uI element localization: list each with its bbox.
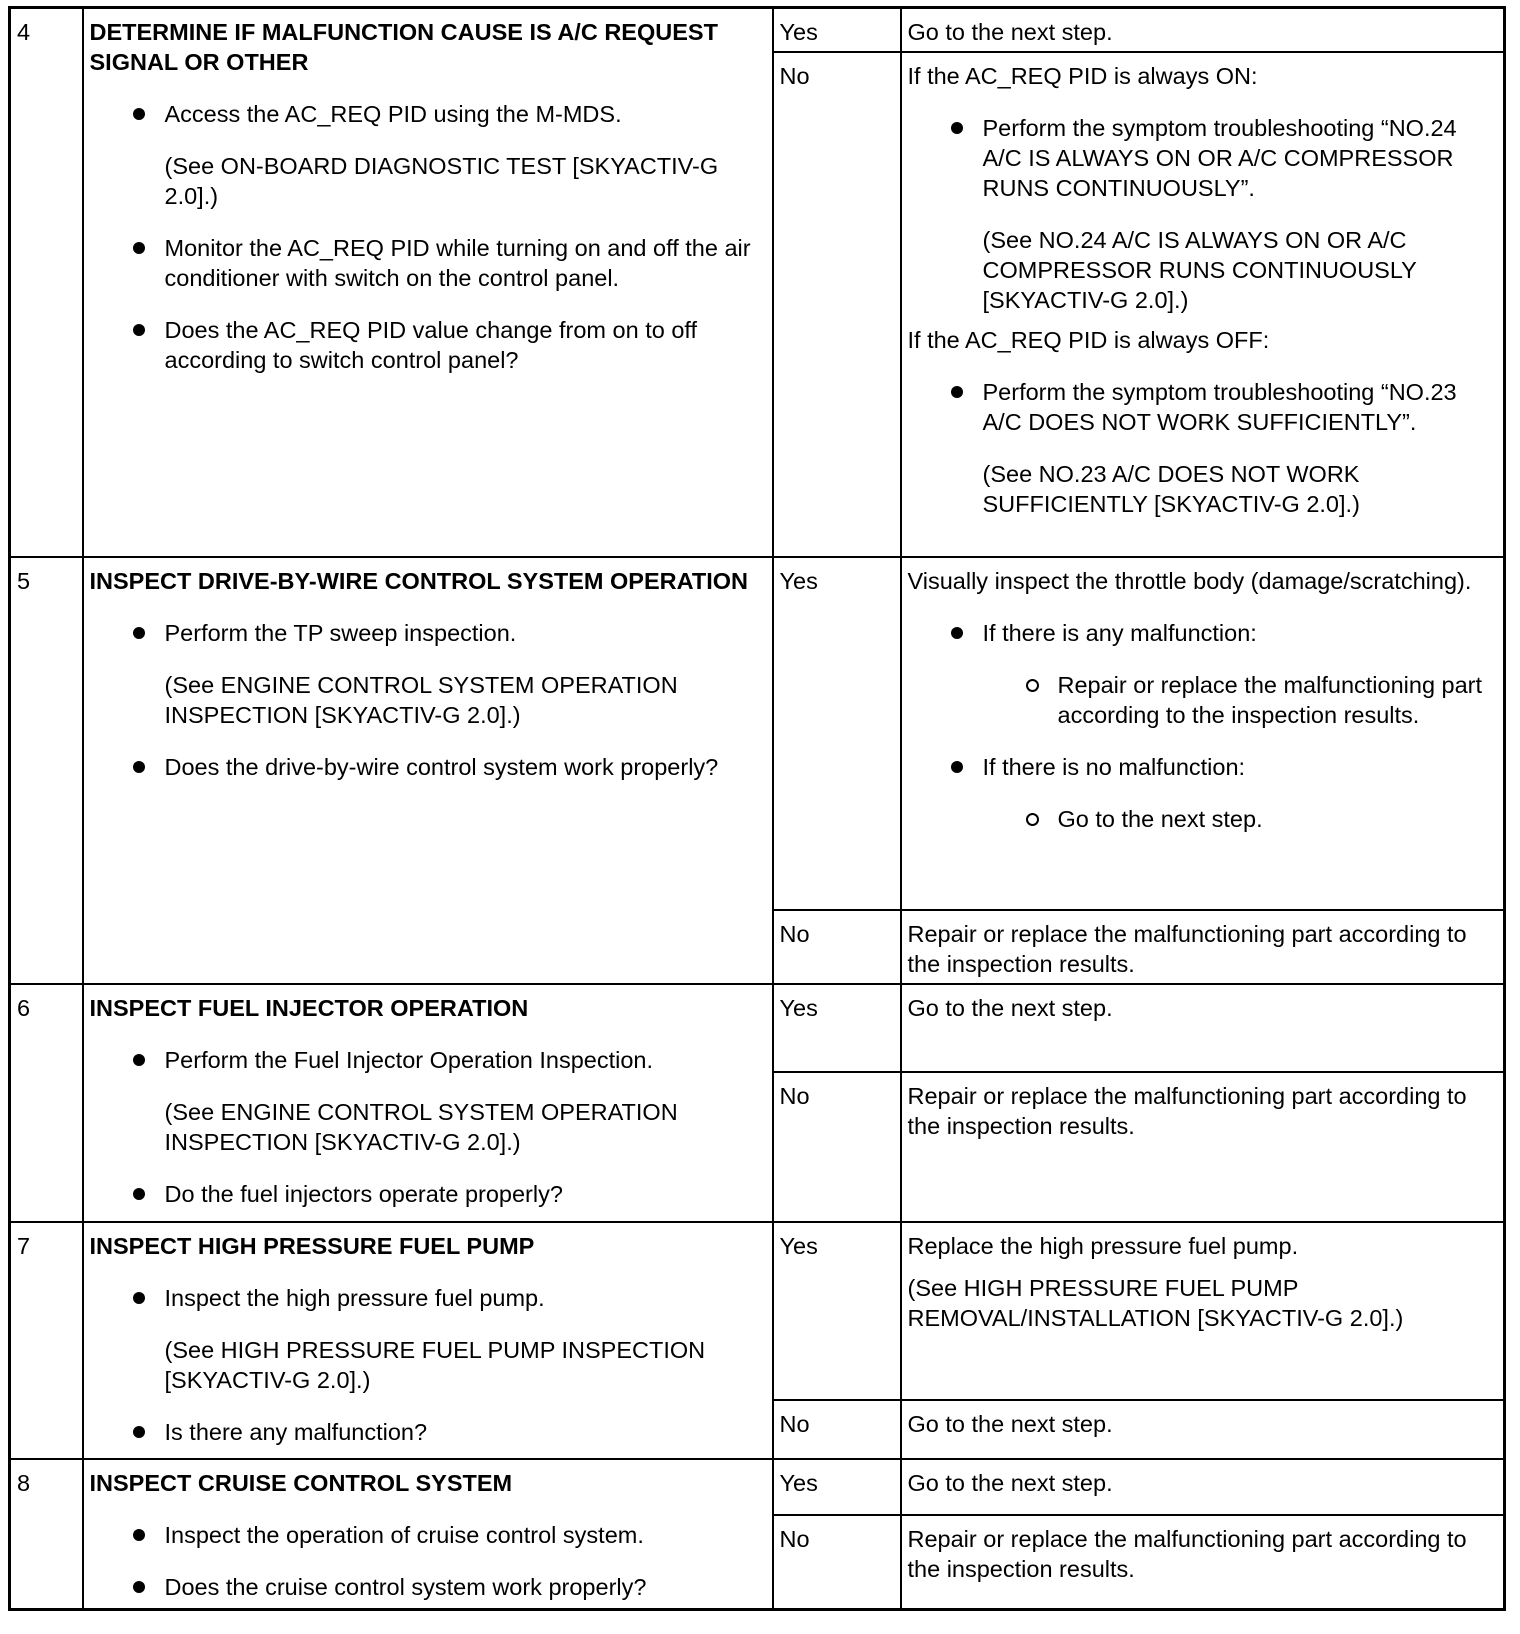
list-item: Monitor the AC_REQ PID while turning on and off the air conditioner with switch on the control panel. — [165, 233, 766, 293]
step-number: 4 — [10, 8, 83, 558]
action-text: If the AC_REQ PID is always ON: — [907, 63, 1258, 89]
bullet-text: If there is no malfunction: — [982, 754, 1246, 780]
step-procedure — [83, 1459, 773, 1609]
list-item: Does the drive-by-wire control system work properly? — [165, 752, 766, 782]
action-yes — [901, 557, 1505, 910]
list-item — [983, 752, 1498, 834]
bullet-text: Perform the TP sweep inspection. — [164, 620, 517, 646]
list-item — [165, 618, 766, 730]
answer-no: No — [773, 910, 901, 984]
action-no: Repair or replace the malfunctioning part according to the inspection results. — [901, 910, 1505, 984]
step-title: DETERMINE IF MALFUNCTION CAUSE IS A/C REQUEST SIGNAL OR OTHER — [89, 19, 718, 75]
answer-no: No — [773, 1515, 901, 1609]
troubleshooting-table — [8, 6, 1506, 1611]
action-yes: Go to the next step. — [901, 984, 1505, 1072]
list-item: Does the cruise control system work properly? — [165, 1572, 766, 1602]
bullet-text: Perform the symptom troubleshooting “NO.24 A/C IS ALWAYS ON OR A/C COMPRESSOR RUNS CONTINUOUSLY”. — [982, 115, 1457, 201]
action-yes: Go to the next step. — [901, 1459, 1505, 1515]
table-row — [10, 8, 1505, 53]
step-number: 6 — [10, 984, 83, 1222]
step-number: 7 — [10, 1222, 83, 1459]
list-item — [983, 618, 1498, 730]
answer-no: No — [773, 1072, 901, 1222]
list-item: Does the AC_REQ PID value change from on to off according to switch control panel? — [165, 315, 766, 375]
action-list — [908, 113, 1498, 315]
action-text: If the AC_REQ PID is always OFF: — [907, 327, 1270, 353]
action-yes — [901, 1222, 1505, 1400]
list-item: Repair or replace the malfunctioning part according to the inspection results. — [1058, 670, 1498, 730]
procedure-list — [90, 618, 766, 782]
list-item — [165, 99, 766, 211]
reference-note: (See ENGINE CONTROL SYSTEM OPERATION INSPECTION [SKYACTIV-G 2.0].) — [164, 672, 678, 728]
action-list — [908, 377, 1498, 519]
list-item — [165, 1045, 766, 1157]
action-yes: Go to the next step. — [901, 8, 1505, 53]
answer-yes: Yes — [773, 8, 901, 53]
answer-yes: Yes — [773, 1222, 901, 1400]
step-procedure — [83, 984, 773, 1222]
step-title: INSPECT FUEL INJECTOR OPERATION — [89, 995, 529, 1021]
step-title: INSPECT DRIVE-BY-WIRE CONTROL SYSTEM OPERATION — [89, 568, 748, 594]
step-title: INSPECT HIGH PRESSURE FUEL PUMP — [89, 1233, 535, 1259]
step-title: INSPECT CRUISE CONTROL SYSTEM — [89, 1470, 513, 1496]
table-row — [10, 557, 1505, 910]
answer-no: No — [773, 52, 901, 557]
action-no: Go to the next step. — [901, 1400, 1505, 1459]
reference-note: (See NO.23 A/C DOES NOT WORK SUFFICIENTLY [SKYACTIV-G 2.0].) — [982, 461, 1360, 517]
list-item: Do the fuel injectors operate properly? — [165, 1179, 766, 1209]
bullet-text: Access the AC_REQ PID using the M-MDS. — [164, 101, 622, 127]
action-no — [901, 52, 1505, 557]
step-number: 5 — [10, 557, 83, 984]
step-procedure — [83, 1222, 773, 1459]
procedure-list — [90, 1283, 766, 1447]
sub-list — [983, 804, 1498, 834]
list-item — [165, 1283, 766, 1395]
answer-yes: Yes — [773, 557, 901, 910]
reference-note: (See NO.24 A/C IS ALWAYS ON OR A/C COMPRESSOR RUNS CONTINUOUSLY [SKYACTIV-G 2.0].) — [982, 227, 1417, 313]
table-row — [10, 1459, 1505, 1515]
answer-yes: Yes — [773, 984, 901, 1072]
list-item: Go to the next step. — [1058, 804, 1498, 834]
procedure-list — [90, 1045, 766, 1209]
procedure-list — [90, 1520, 766, 1602]
action-no: Repair or replace the malfunctioning part according to the inspection results. — [901, 1515, 1505, 1609]
list-item — [983, 377, 1498, 519]
bullet-text: If there is any malfunction: — [982, 620, 1257, 646]
step-procedure — [83, 557, 773, 984]
answer-no: No — [773, 1400, 901, 1459]
reference-note: (See HIGH PRESSURE FUEL PUMP INSPECTION [SKYACTIV-G 2.0].) — [164, 1337, 706, 1393]
list-item — [983, 113, 1498, 315]
bullet-text: Perform the Fuel Injector Operation Inspection. — [164, 1047, 654, 1073]
table-row — [10, 984, 1505, 1072]
list-item: Inspect the operation of cruise control system. — [165, 1520, 766, 1550]
sub-list — [983, 670, 1498, 730]
action-text: Visually inspect the throttle body (damage/scratching). — [907, 568, 1472, 594]
bullet-text: Perform the symptom troubleshooting “NO.23 A/C DOES NOT WORK SUFFICIENTLY”. — [982, 379, 1457, 435]
step-procedure — [83, 8, 773, 558]
step-number: 8 — [10, 1459, 83, 1609]
table-row — [10, 1222, 1505, 1400]
action-list — [908, 618, 1498, 834]
procedure-list — [90, 99, 766, 375]
list-item: Is there any malfunction? — [165, 1417, 766, 1447]
action-no: Repair or replace the malfunctioning part according to the inspection results. — [901, 1072, 1505, 1222]
bullet-text: Inspect the high pressure fuel pump. — [164, 1285, 545, 1311]
answer-yes: Yes — [773, 1459, 901, 1515]
reference-note: (See ENGINE CONTROL SYSTEM OPERATION INSPECTION [SKYACTIV-G 2.0].) — [164, 1099, 678, 1155]
reference-note: (See HIGH PRESSURE FUEL PUMP REMOVAL/INSTALLATION [SKYACTIV-G 2.0].) — [907, 1275, 1404, 1331]
action-text: Replace the high pressure fuel pump. — [907, 1233, 1299, 1259]
reference-note: (See ON-BOARD DIAGNOSTIC TEST [SKYACTIV-G 2.0].) — [164, 153, 719, 209]
